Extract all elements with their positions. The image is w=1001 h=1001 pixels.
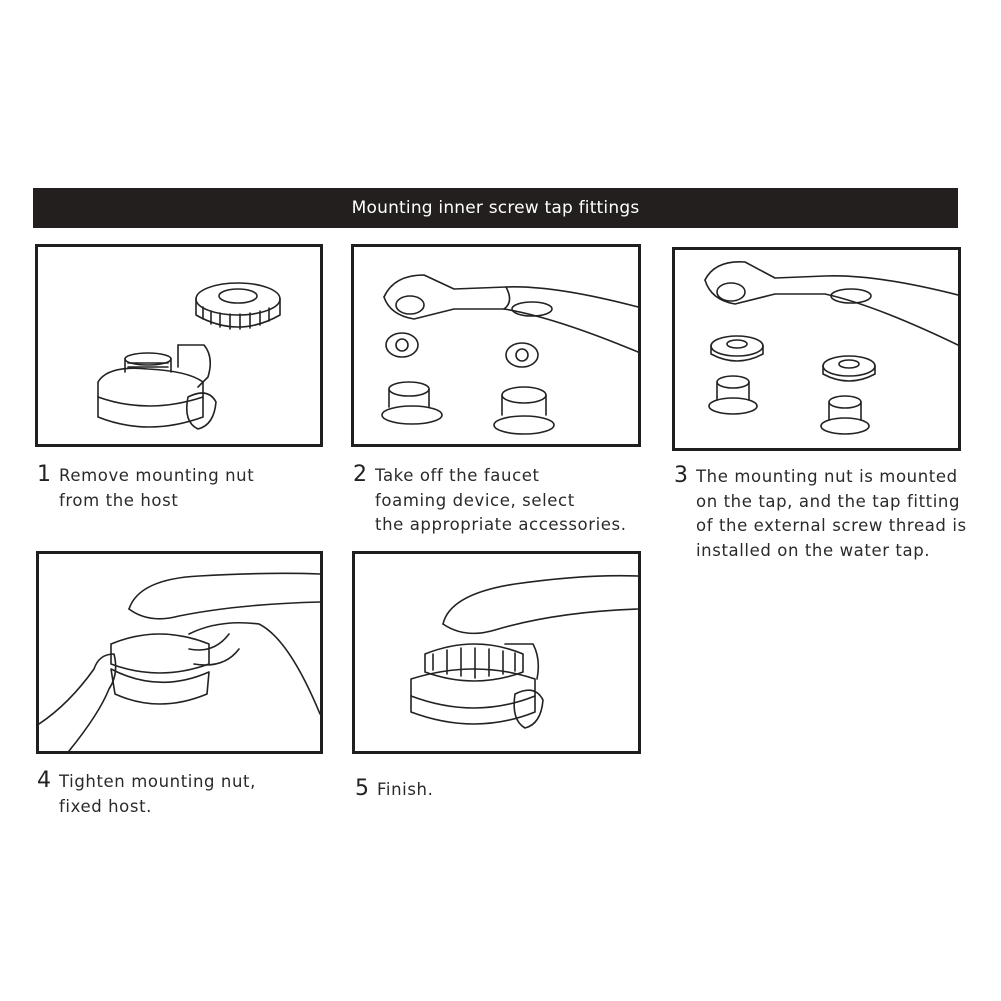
nut-and-fitting-drawing (709, 336, 875, 434)
hands-drawing (39, 623, 320, 751)
faucet-spout-drawing (705, 262, 958, 345)
step-2-illustration (351, 244, 641, 447)
faucet-spout-drawing (384, 275, 638, 352)
step-2-caption (353, 463, 627, 538)
step-text: Tighten mounting nut, fixed host. (59, 772, 256, 816)
finished-filter-drawing (411, 644, 543, 728)
step-4-illustration (36, 551, 323, 754)
filter-host-drawing (98, 345, 216, 429)
step-number: 1 (37, 462, 51, 487)
page-title: Mounting inner screw tap fittings (351, 198, 640, 218)
mounting-nut-drawing (196, 283, 280, 329)
step-text: Take off the faucet foaming device, select the appropriate accessories. (375, 466, 627, 534)
step-text: Remove mounting nut from the host (59, 466, 255, 510)
title-banner (33, 188, 958, 228)
faucet-drawing (443, 576, 638, 634)
step-4-caption (37, 769, 256, 819)
step-text: The mounting nut is mounted on the tap, and the tap fitting of the external screw thread is installed on the water tap. (696, 467, 967, 560)
step-number: 5 (355, 776, 369, 801)
step-5-caption (355, 777, 433, 803)
step-number: 2 (353, 462, 367, 487)
step-number: 4 (37, 768, 51, 793)
step-number: 3 (674, 463, 688, 488)
step-5-illustration (352, 551, 641, 754)
step-3-illustration (672, 247, 961, 451)
step-text: Finish. (377, 780, 434, 799)
faucet-drawing (129, 573, 320, 618)
step-1-caption (37, 463, 254, 513)
step-3-caption (674, 464, 967, 563)
step-1-illustration (35, 244, 323, 447)
aerator-parts-drawing (382, 333, 554, 434)
host-drawing (111, 634, 209, 704)
